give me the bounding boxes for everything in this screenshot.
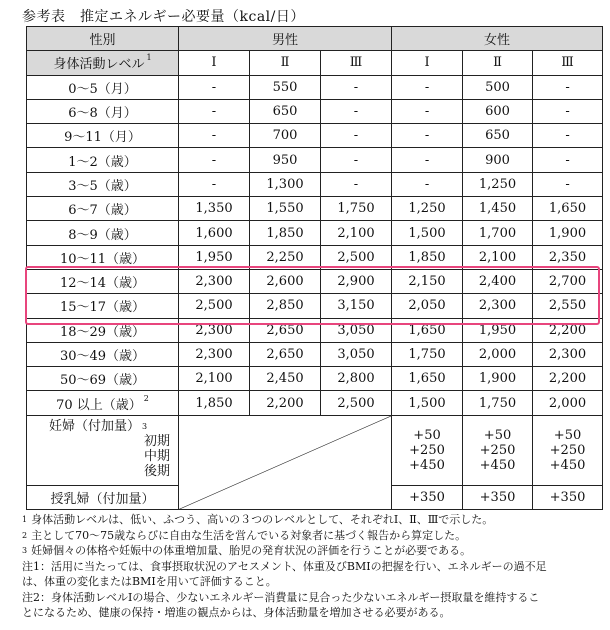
value: +250 (479, 442, 516, 458)
energy-value-cell: 1,500 (392, 221, 463, 245)
table-body (27, 75, 603, 415)
footnote-line (22, 559, 606, 575)
energy-value-cell: 900 (463, 148, 533, 172)
energy-value-cell: - (392, 124, 463, 148)
age-group-cell (27, 269, 179, 293)
table-row (27, 318, 603, 342)
level-header: Ⅲ (533, 51, 603, 75)
energy-value-cell: 1,300 (250, 172, 321, 196)
energy-value-cell: - (179, 172, 250, 196)
energy-value-cell: 1,650 (392, 367, 463, 391)
diagonal-line (179, 416, 391, 509)
energy-value-cell: 2,450 (250, 367, 321, 391)
footnote-line (22, 512, 606, 528)
energy-value-cell: 1,450 (463, 197, 533, 221)
energy-value-cell: 2,700 (533, 269, 603, 293)
footnote-mark: 2 (22, 530, 28, 540)
energy-value-cell: 1,850 (250, 221, 321, 245)
footnote-marker: 3 (142, 421, 148, 431)
energy-value-cell: 2,000 (533, 391, 603, 415)
energy-value-cell: 2,100 (179, 367, 250, 391)
energy-value-cell: 2,350 (533, 245, 603, 269)
table-title: 参考表 推定エネルギー必要量（kcal/日） (22, 9, 305, 25)
energy-value-cell: 2,000 (463, 342, 533, 366)
pregnant-value-cell (463, 415, 533, 485)
footnote-line (22, 574, 606, 590)
energy-value-cell: 2,100 (463, 245, 533, 269)
energy-value-cell: - (321, 172, 392, 196)
energy-value-cell: 1,700 (463, 221, 533, 245)
pregnant-value-cell (392, 415, 463, 485)
table-row (27, 75, 603, 99)
lactating-value: +350 (392, 485, 463, 509)
energy-value-cell: 2,150 (392, 269, 463, 293)
age-group-cell (27, 342, 179, 366)
table-row (27, 197, 603, 221)
energy-value-cell: 650 (250, 99, 321, 123)
energy-value-cell: - (392, 172, 463, 196)
energy-value-cell: 2,300 (179, 269, 250, 293)
footnotes (22, 512, 606, 621)
table-row (27, 148, 603, 172)
energy-value-cell: - (392, 99, 463, 123)
energy-value-cell: 2,200 (533, 367, 603, 391)
age-group-cell (27, 294, 179, 318)
energy-value-cell: 1,900 (463, 367, 533, 391)
age-group-label: 0～5（月） (68, 81, 137, 97)
energy-value-cell: 1,850 (179, 391, 250, 415)
energy-value-cell: - (533, 99, 603, 123)
footnote-line (22, 528, 606, 544)
table-row (27, 342, 603, 366)
value: +450 (549, 457, 586, 473)
period-mid: 中期 (143, 448, 170, 464)
table-row (27, 99, 603, 123)
energy-value-cell: 1,650 (533, 197, 603, 221)
pregnant-label-cell (27, 415, 179, 485)
age-group-cell (27, 221, 179, 245)
footnote-line (22, 605, 606, 621)
energy-value-cell: 1,900 (533, 221, 603, 245)
footnote-text: 活用に当たっては、食事摂取状況のアセスメント、体重及びBMIの把握を行い、エネルギーの過不足 (51, 559, 547, 573)
age-group-label: 3～5（歳） (68, 178, 137, 194)
value: +50 (413, 427, 441, 443)
energy-value-cell: 2,600 (250, 269, 321, 293)
energy-value-cell: 2,550 (533, 294, 603, 318)
pregnant-row (27, 415, 603, 485)
footnote-text: 身体活動レベルⅠの場合、少ないエネルギー消費量に見合った少ないエネルギー摂取量を維持するこ (51, 590, 540, 604)
energy-value-cell: 1,250 (463, 172, 533, 196)
age-group-label: 12～14（歳） (59, 276, 146, 292)
energy-value-cell: 1,950 (179, 245, 250, 269)
age-group-label: 9～11（月） (64, 130, 141, 146)
activity-level-label: 身体活動レベル (53, 57, 145, 73)
energy-value-cell: - (179, 99, 250, 123)
energy-value-cell: 950 (250, 148, 321, 172)
energy-value-cell: 2,200 (250, 391, 321, 415)
age-group-label: 6～8（月） (68, 106, 137, 122)
energy-value-cell: - (179, 148, 250, 172)
energy-value-cell: 2,500 (321, 245, 392, 269)
footnote-mark: 注2： (22, 590, 51, 604)
energy-value-cell: 2,300 (179, 318, 250, 342)
energy-value-cell: 1,350 (179, 197, 250, 221)
age-group-cell (27, 367, 179, 391)
energy-value-cell: 2,850 (250, 294, 321, 318)
footnote-mark: 3 (22, 546, 28, 555)
energy-requirement-table (26, 26, 603, 510)
age-group-cell (27, 99, 179, 123)
table-row (27, 124, 603, 148)
energy-value-cell: 2,300 (179, 342, 250, 366)
energy-value-cell: 550 (250, 75, 321, 99)
pregnant-label: 妊婦（付加量） (49, 418, 141, 434)
age-group-label: 1～2（歳） (68, 154, 137, 170)
footnote-text: 妊婦個々の体格や妊娠中の体重増加量、胎児の発育状況の評価を行うことが必要である。 (31, 544, 472, 557)
energy-value-cell: 1,750 (463, 391, 533, 415)
age-group-cell (27, 75, 179, 99)
sex-header: 性別 (27, 27, 179, 51)
lactating-value: +350 (463, 485, 533, 509)
energy-value-cell: 2,300 (463, 294, 533, 318)
energy-value-cell: 650 (463, 124, 533, 148)
energy-value-cell: 1,550 (250, 197, 321, 221)
energy-value-cell: 2,400 (463, 269, 533, 293)
energy-value-cell: 2,650 (250, 318, 321, 342)
energy-value-cell: - (533, 148, 603, 172)
energy-value-cell: - (392, 75, 463, 99)
age-group-label: 6～7（歳） (68, 203, 137, 219)
lactating-label: 授乳婦（付加量） (27, 485, 179, 509)
energy-value-cell: 2,500 (179, 294, 250, 318)
footnote-marker: 2 (143, 393, 149, 403)
energy-value-cell: 1,650 (392, 318, 463, 342)
age-group-label: 15～17（歳） (59, 300, 146, 316)
energy-value-cell: 2,900 (321, 269, 392, 293)
female-header: 女性 (392, 27, 603, 51)
table-row (27, 172, 603, 196)
age-group-label: 30～49（歳） (59, 349, 146, 364)
table-row (27, 294, 603, 318)
energy-value-cell: 500 (463, 75, 533, 99)
energy-value-cell: 1,750 (321, 197, 392, 221)
level-header: Ⅰ (179, 51, 250, 75)
energy-value-cell: 1,950 (463, 318, 533, 342)
level-header: Ⅲ (321, 51, 392, 75)
age-group-cell (27, 148, 179, 172)
period-early: 初期 (143, 433, 170, 449)
value: +250 (409, 442, 445, 458)
age-group-cell (27, 124, 179, 148)
table-row (27, 245, 603, 269)
period-late: 後期 (143, 463, 170, 479)
energy-value-cell: 1,250 (392, 197, 463, 221)
energy-value-cell: - (321, 124, 392, 148)
age-group-cell (27, 391, 179, 415)
age-group-cell (27, 318, 179, 342)
energy-value-cell: - (533, 75, 603, 99)
value: +250 (549, 442, 586, 458)
energy-value-cell: 1,500 (392, 391, 463, 415)
header-row-sex (27, 27, 603, 51)
value: +450 (409, 457, 445, 473)
footnote-mark: 注1： (22, 559, 51, 573)
footnote-mark: 1 (22, 515, 28, 524)
lactating-value: +350 (533, 485, 603, 509)
footnote-text: は、体重の変化またはBMIを用いて評価すること。 (22, 575, 277, 588)
energy-value-cell: 700 (250, 124, 321, 148)
energy-value-cell: 3,050 (321, 342, 392, 366)
activity-level-header (27, 51, 179, 75)
energy-value-cell: - (533, 172, 603, 196)
table-row (27, 269, 603, 293)
energy-value-cell: 2,800 (321, 367, 392, 391)
energy-value-cell: - (179, 124, 250, 148)
energy-value-cell: 2,200 (533, 318, 603, 342)
age-group-label: 50～69（歳） (59, 373, 146, 389)
level-header: Ⅱ (463, 51, 533, 75)
energy-value-cell: 1,750 (392, 342, 463, 366)
energy-value-cell: 2,100 (321, 221, 392, 245)
not-applicable-cell (179, 415, 392, 509)
footnote-text: 主として70～75歳ならびに自由な生活を営んでいる対象者に基づく報告から算定した。 (31, 528, 467, 542)
energy-value-cell: - (321, 148, 392, 172)
energy-value-cell: 2,650 (250, 342, 321, 366)
footnote-line (22, 543, 606, 559)
energy-value-cell: 1,850 (392, 245, 463, 269)
energy-value-cell: - (533, 124, 603, 148)
energy-value-cell: - (179, 75, 250, 99)
value: +450 (479, 457, 516, 473)
footnote-marker: 1 (146, 53, 152, 63)
table-row (27, 391, 603, 415)
pregnant-value-cell (533, 415, 603, 485)
level-header: Ⅱ (250, 51, 321, 75)
energy-value-cell: 2,500 (321, 391, 392, 415)
age-group-cell (27, 172, 179, 196)
footnote-text: 身体活動レベルは、低い、ふつう、高いの３つのレベルとして、それぞれⅠ、Ⅱ、Ⅲで示した。 (31, 513, 494, 526)
male-header: 男性 (179, 27, 392, 51)
energy-value-cell: 2,050 (392, 294, 463, 318)
value: +50 (483, 427, 512, 443)
energy-value-cell: - (392, 148, 463, 172)
footnote-line (22, 590, 606, 606)
age-group-label: 70 以上（歳） (56, 397, 142, 413)
energy-value-cell: 600 (463, 99, 533, 123)
level-header: Ⅰ (392, 51, 463, 75)
energy-value-cell: 1,600 (179, 221, 250, 245)
footnote-text: とになるため、健康の保持・増進の観点からは、身体活動量を増加させる必要がある。 (22, 606, 451, 619)
table-row (27, 367, 603, 391)
energy-value-cell: - (321, 99, 392, 123)
energy-value-cell: 3,150 (321, 294, 392, 318)
energy-value-cell: 2,300 (533, 342, 603, 366)
age-group-cell (27, 245, 179, 269)
energy-value-cell: 3,050 (321, 318, 392, 342)
energy-value-cell: 2,250 (250, 245, 321, 269)
value: +50 (553, 427, 582, 443)
age-group-label: 18～29（歳） (59, 324, 146, 340)
age-group-label: 8～9（歳） (68, 227, 137, 243)
age-group-label: 10～11（歳） (59, 251, 146, 267)
header-row-level (27, 51, 603, 75)
table-row (27, 221, 603, 245)
age-group-cell (27, 197, 179, 221)
energy-value-cell: - (321, 75, 392, 99)
